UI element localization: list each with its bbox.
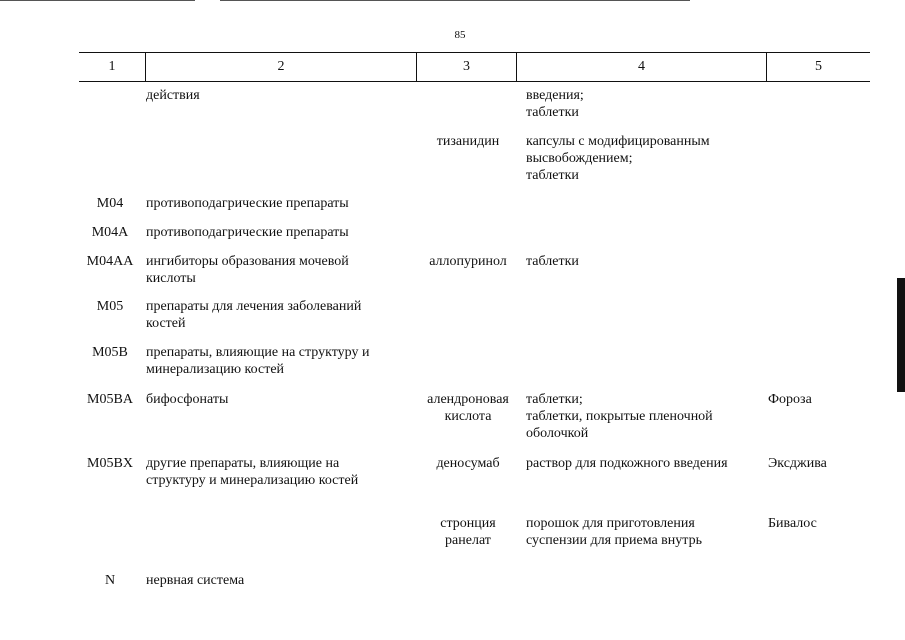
atc-code: M04 — [96, 196, 124, 211]
dosage-form-line: таблетки — [526, 105, 579, 120]
dosage-form — [526, 391, 713, 442]
substance-name-line: аллопуринол — [429, 254, 507, 269]
trade-name: Фороза — [768, 392, 812, 407]
group-name-line: препараты, влияющие на структуру и — [146, 345, 370, 360]
dosage-form-line: введения; — [526, 88, 584, 103]
group-name — [146, 253, 349, 287]
dosage-form-line: высвобождением; — [526, 151, 633, 166]
dosage-form — [526, 253, 579, 270]
substance-name-line: кислота — [444, 409, 492, 424]
atc-code: M04AA — [86, 254, 134, 269]
atc-code: M05BA — [87, 392, 133, 407]
group-name-line: минерализацию костей — [146, 362, 285, 377]
substance-name-line: деносумаб — [436, 456, 500, 471]
group-name-line: кислоты — [146, 271, 196, 286]
group-name — [146, 195, 349, 212]
atc-code: M04A — [91, 225, 129, 240]
atc-code: M05BX — [87, 456, 133, 471]
dosage-form — [526, 455, 728, 472]
substance-name — [420, 391, 516, 425]
header-col-5: 5 — [815, 59, 822, 74]
dosage-form-line: таблетки, покрытые пленочной — [526, 409, 713, 424]
scan-edge-mark — [897, 278, 905, 392]
group-name — [146, 391, 228, 408]
substance-name-line: тизанидин — [436, 134, 500, 149]
substance-name-line: алендроновая — [427, 392, 509, 407]
dosage-form-line: раствор для подкожного введения — [526, 456, 728, 471]
header-col-3: 3 — [463, 59, 470, 74]
substance-name — [420, 253, 516, 270]
top-border-line — [220, 0, 690, 1]
dosage-form — [526, 515, 702, 549]
atc-code: N — [104, 573, 116, 588]
trade-name: Эксджива — [768, 456, 827, 471]
dosage-form-line: оболочкой — [526, 426, 589, 441]
group-name-line: костей — [146, 316, 186, 331]
atc-code: M05 — [96, 299, 124, 314]
group-name — [146, 455, 358, 489]
dosage-form-line: порошок для приготовления — [526, 516, 695, 531]
group-name-line: противоподагрические препараты — [146, 196, 349, 211]
group-name — [146, 298, 361, 332]
group-name-line: бифосфонаты — [146, 392, 229, 407]
substance-name — [420, 515, 516, 549]
group-name-line: действия — [146, 88, 200, 103]
atc-code: M05B — [92, 345, 128, 360]
group-name-line: структуру и минерализацию костей — [146, 473, 359, 488]
substance-name-line: стронция — [440, 516, 496, 531]
substance-name — [420, 133, 516, 150]
group-name-line: ингибиторы образования мочевой — [146, 254, 349, 269]
group-name-line: противоподагрические препараты — [146, 225, 349, 240]
dosage-form — [526, 133, 710, 184]
page-number: 85 — [454, 29, 466, 41]
substance-name-line: ранелат — [445, 533, 491, 548]
group-name-line: другие препараты, влияющие на — [146, 456, 340, 471]
header-col-1: 1 — [108, 59, 116, 74]
group-name-line: нервная система — [146, 573, 245, 588]
dosage-form-line: таблетки; — [526, 392, 583, 407]
trade-name: Бивалос — [768, 516, 817, 531]
dosage-form-line: суспензии для приема внутрь — [526, 533, 702, 548]
group-name — [146, 572, 244, 589]
dosage-form — [526, 87, 584, 121]
group-name — [146, 224, 349, 241]
group-name — [146, 344, 369, 378]
group-name — [146, 87, 200, 104]
dosage-form-line: таблетки — [526, 168, 579, 183]
substance-name — [420, 455, 516, 472]
header-col-4: 4 — [638, 59, 645, 74]
dosage-form-line: капсулы с модифицированным — [526, 134, 710, 149]
dosage-form-line: таблетки — [526, 254, 579, 269]
table-header-row — [79, 52, 870, 82]
header-col-2: 2 — [277, 59, 285, 74]
top-border-line — [0, 0, 195, 1]
group-name-line: препараты для лечения заболеваний — [146, 299, 362, 314]
